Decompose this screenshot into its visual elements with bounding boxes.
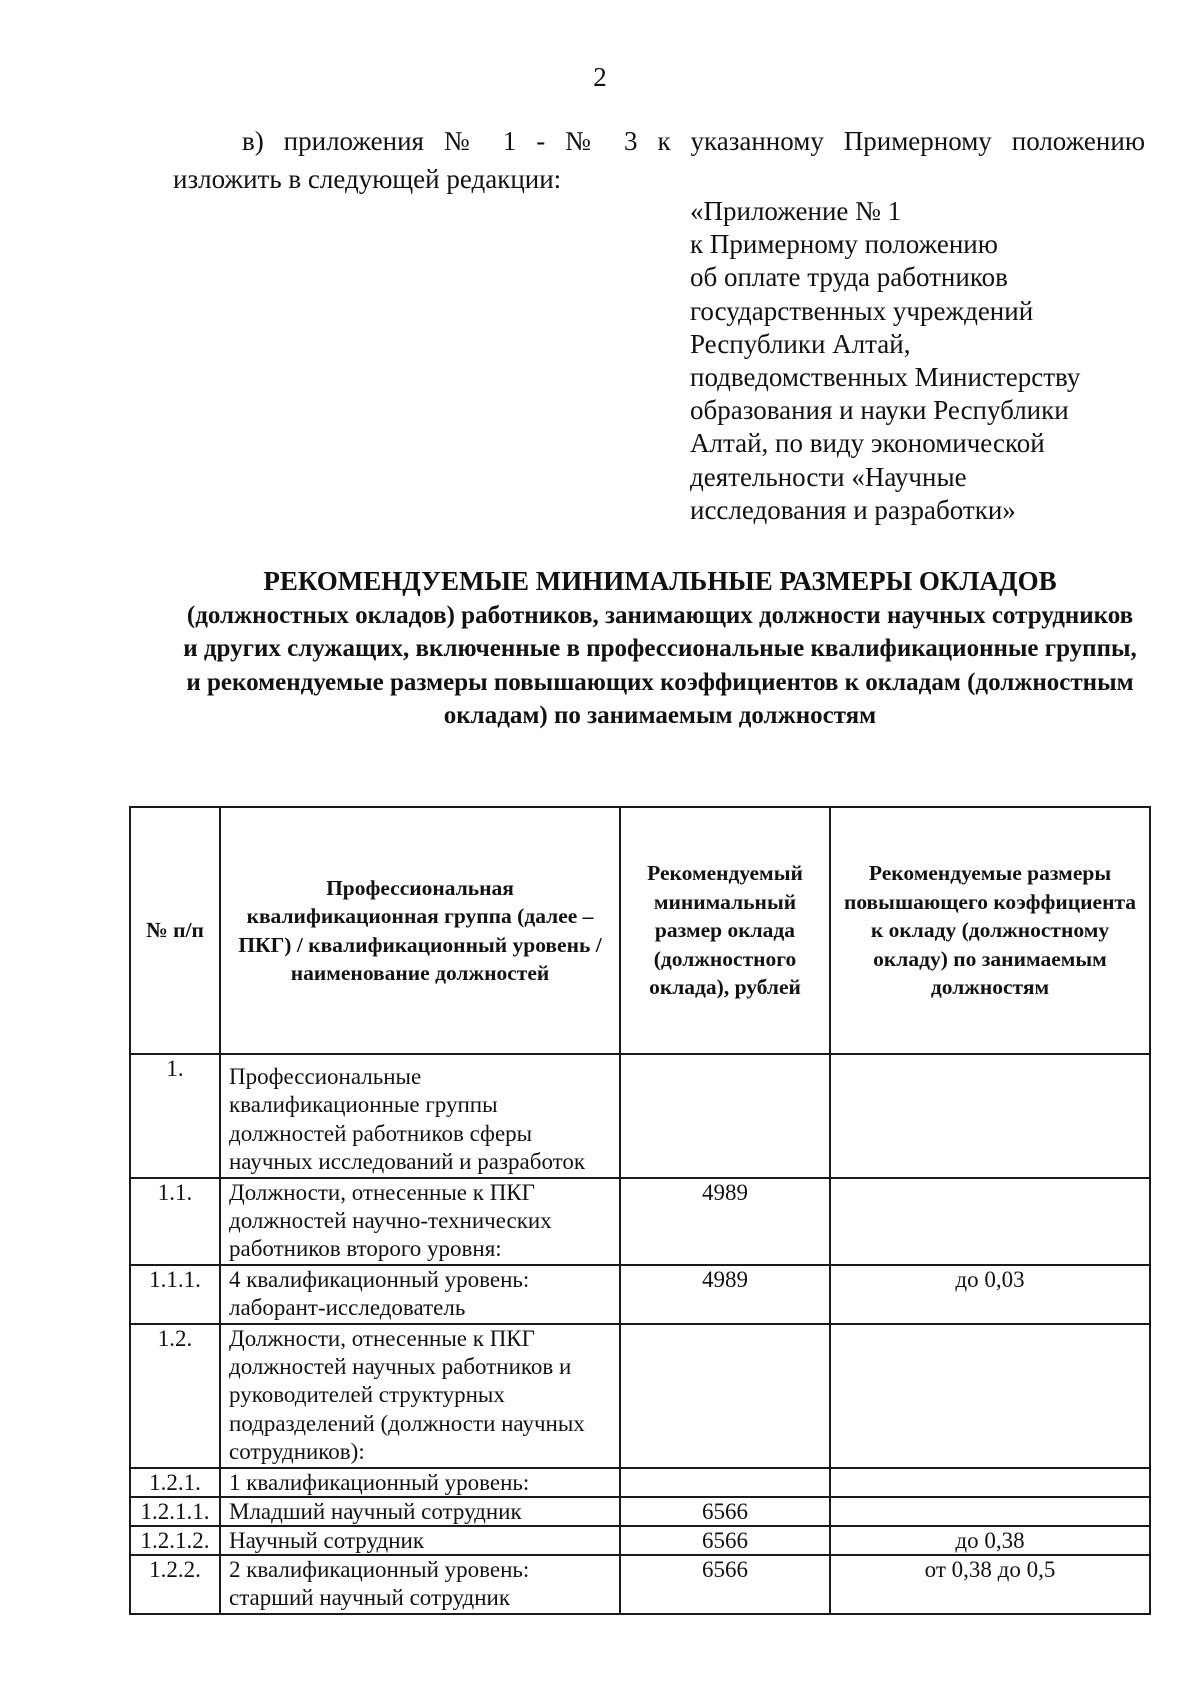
table-row [130,1265,1150,1324]
title-subtitle: (должностных окладов) работников, занимающих должности научных сотрудников и других служащих, включенные в профессиональные квалификационные группы, и рекомендуемые размеры повышающих коэффициентов к окладам (должностным окладам) по занимаемым должностям [183,601,1137,729]
table-row [130,1178,1150,1265]
row-number: 1.2. [130,1324,220,1468]
table-row [130,1497,1150,1526]
row-coefficient [830,1178,1150,1265]
row-salary: 6566 [620,1555,830,1614]
header-number: № п/п [130,807,220,1054]
row-salary [620,1468,830,1497]
row-coefficient: до 0,38 [830,1526,1150,1555]
appendix-line: Республики Алтай, [690,328,911,359]
table-row [130,1054,1150,1178]
intro-line-1: в) приложения № 1 - № 3 к указанному Примерному положению [242,126,1145,156]
row-salary: 6566 [620,1497,830,1526]
appendix-line: Алтай, по виду экономической [690,428,1045,459]
row-salary [620,1324,830,1468]
appendix-line: образования и науки Республики [690,395,1069,426]
appendix-line: об оплате труда работников [690,262,1008,293]
table-header-row [130,807,1150,1054]
appendix-line: к Примерному положению [690,229,998,260]
row-salary: 4989 [620,1178,830,1265]
appendix-line: «Приложение № 1 [690,196,902,226]
row-number: 1.2.1.2. [130,1526,220,1555]
row-salary: 4989 [620,1265,830,1324]
title-main: РЕКОМЕНДУЕМЫЕ МИНИМАЛЬНЫЕ РАЗМЕРЫ ОКЛАДОВ [263,566,1057,596]
row-number: 1.2.1. [130,1468,220,1497]
header-qualification-group: Профессиональная квалификационная группа (далее – ПКГ) / квалификационный уровень / наименование должностей [220,807,620,1054]
row-name: Научный сотрудник [220,1526,620,1555]
intro-paragraph [173,122,1145,198]
table-row [130,1324,1150,1468]
page-number: 2 [593,62,607,92]
appendix-line: подведомственных Министерству [690,362,1081,393]
table-row [130,1526,1150,1555]
header-coefficient: Рекомендуемые размеры повышающего коэффициента к окладу (должностному окладу) по занимаемым должностям [830,807,1150,1054]
row-coefficient [830,1468,1150,1497]
row-coefficient [830,1054,1150,1178]
header-min-salary: Рекомендуемый минимальный размер оклада (должностного оклада), рублей [620,807,830,1054]
row-name: 2 квалификационный уровень: старший научный сотрудник [220,1555,620,1614]
row-salary: 6566 [620,1526,830,1555]
appendix-line: исследования и разработки» [690,494,1016,525]
row-name: Младший научный сотрудник [220,1497,620,1526]
row-coefficient [830,1497,1150,1526]
document-title [180,565,1140,733]
salary-table [129,806,1151,1615]
appendix-line: государственных учреждений [690,295,1034,326]
intro-line-2: изложить в следующей редакции: [173,164,562,194]
row-coefficient [830,1324,1150,1468]
row-number: 1.1.1. [130,1265,220,1324]
row-coefficient: от 0,38 до 0,5 [830,1555,1150,1614]
row-name: Должности, отнесенные к ПКГ должностей научных работников и руководителей структурных подразделений (должности научных сотрудников): [220,1324,620,1468]
row-name: Профессиональные квалификационные группы должностей работников сферы научных исследований и разработок [220,1054,620,1178]
row-number: 1.2.1.1. [130,1497,220,1526]
row-name: 1 квалификационный уровень: [220,1468,620,1497]
table-row [130,1555,1150,1614]
row-name: 4 квалификационный уровень: лаборант-исследователь [220,1265,620,1324]
appendix-line: деятельности «Научные [690,461,967,492]
row-salary [620,1054,830,1178]
appendix-reference [690,195,1130,527]
row-number: 1.2.2. [130,1555,220,1614]
row-name: Должности, отнесенные к ПКГ должностей научно-технических работников второго уровня: [220,1178,620,1265]
row-number: 1.1. [130,1178,220,1265]
row-number: 1. [130,1054,220,1178]
row-coefficient: до 0,03 [830,1265,1150,1324]
table-row [130,1468,1150,1497]
